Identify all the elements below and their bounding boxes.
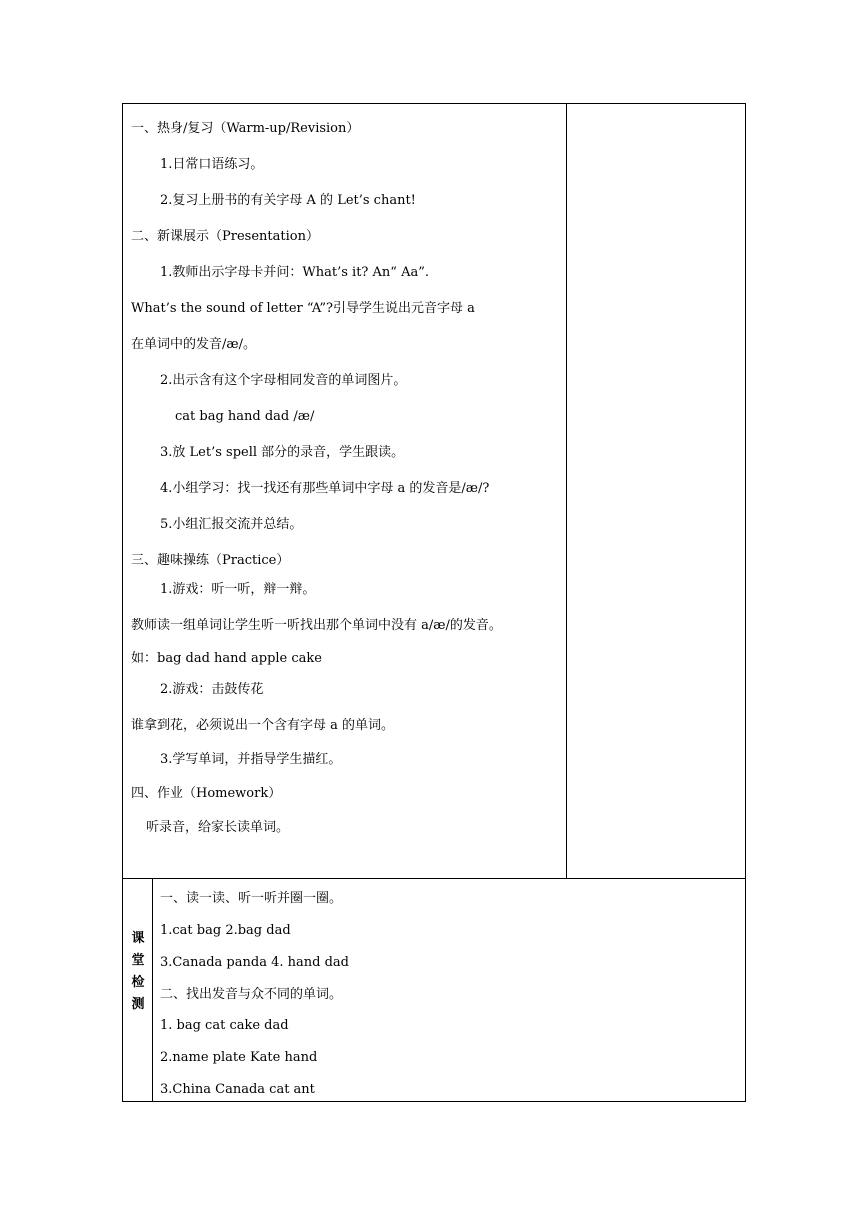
side-label-char: 课 xyxy=(131,931,145,946)
lesson-line: 4.小组学习：找一找还有那些单词中字母 a 的发音是/æ/? xyxy=(160,481,490,496)
side-label-char: 测 xyxy=(131,997,145,1012)
lesson-line: 2.出示含有这个字母相同发音的单词图片。 xyxy=(160,373,407,388)
check-table-divider xyxy=(152,878,153,1102)
side-label-char: 检 xyxy=(131,975,145,990)
lesson-line: 3.放 Let’s spell 部分的录音，学生跟读。 xyxy=(160,445,405,460)
lesson-line: 5.小组汇报交流并总结。 xyxy=(160,517,303,532)
check-line: 2.name plate Kate hand xyxy=(160,1050,318,1065)
check-line: 一、读一读、听一听并圈一圈。 xyxy=(160,891,343,906)
check-line: 3.China Canada cat ant xyxy=(160,1082,315,1097)
lesson-line: What’s the sound of letter “A”?引导学生说出元音字母 a xyxy=(131,301,475,316)
lesson-line: 2.游戏：击鼓传花 xyxy=(160,682,264,697)
lesson-line: 1.日常口语练习。 xyxy=(160,157,264,172)
lesson-line: 3.学写单词，并指导学生描红。 xyxy=(160,752,342,767)
check-line: 3.Canada panda 4. hand dad xyxy=(160,955,349,970)
lesson-line: 2.复习上册书的有关字母 A 的 Let’s chant! xyxy=(160,193,416,208)
check-line: 1.cat bag 2.bag dad xyxy=(160,923,291,938)
check-line: 二、找出发音与众不同的单词。 xyxy=(160,987,343,1002)
check-line: 1. bag cat cake dad xyxy=(160,1018,289,1033)
lesson-line: 在单词中的发音/æ/。 xyxy=(131,337,256,352)
section-heading-warmup: 一、热身/复习（Warm-up/Revision） xyxy=(131,121,360,136)
lesson-line: 听录音，给家长读单词。 xyxy=(146,820,290,835)
section-heading-presentation: 二、新课展示（Presentation） xyxy=(131,229,319,244)
section-heading-homework: 四、作业（Homework） xyxy=(131,786,282,801)
lesson-table-divider xyxy=(566,103,567,879)
lesson-line: 教师读一组单词让学生听一听找出那个单词中没有 a/æ/的发音。 xyxy=(131,618,502,633)
lesson-line: 1.教师出示字母卡并问：What’s it? An“ Aa”. xyxy=(160,265,429,280)
section-heading-practice: 三、趣味操练（Practice） xyxy=(131,553,290,568)
lesson-line: 1.游戏：听一听，辩一辩。 xyxy=(160,582,316,597)
side-label-char: 堂 xyxy=(131,953,145,968)
lesson-line: 如：bag dad hand apple cake xyxy=(131,651,322,666)
lesson-line: 谁拿到花，必须说出一个含有字母 a 的单词。 xyxy=(131,718,395,733)
lesson-line: cat bag hand dad /æ/ xyxy=(175,409,315,424)
